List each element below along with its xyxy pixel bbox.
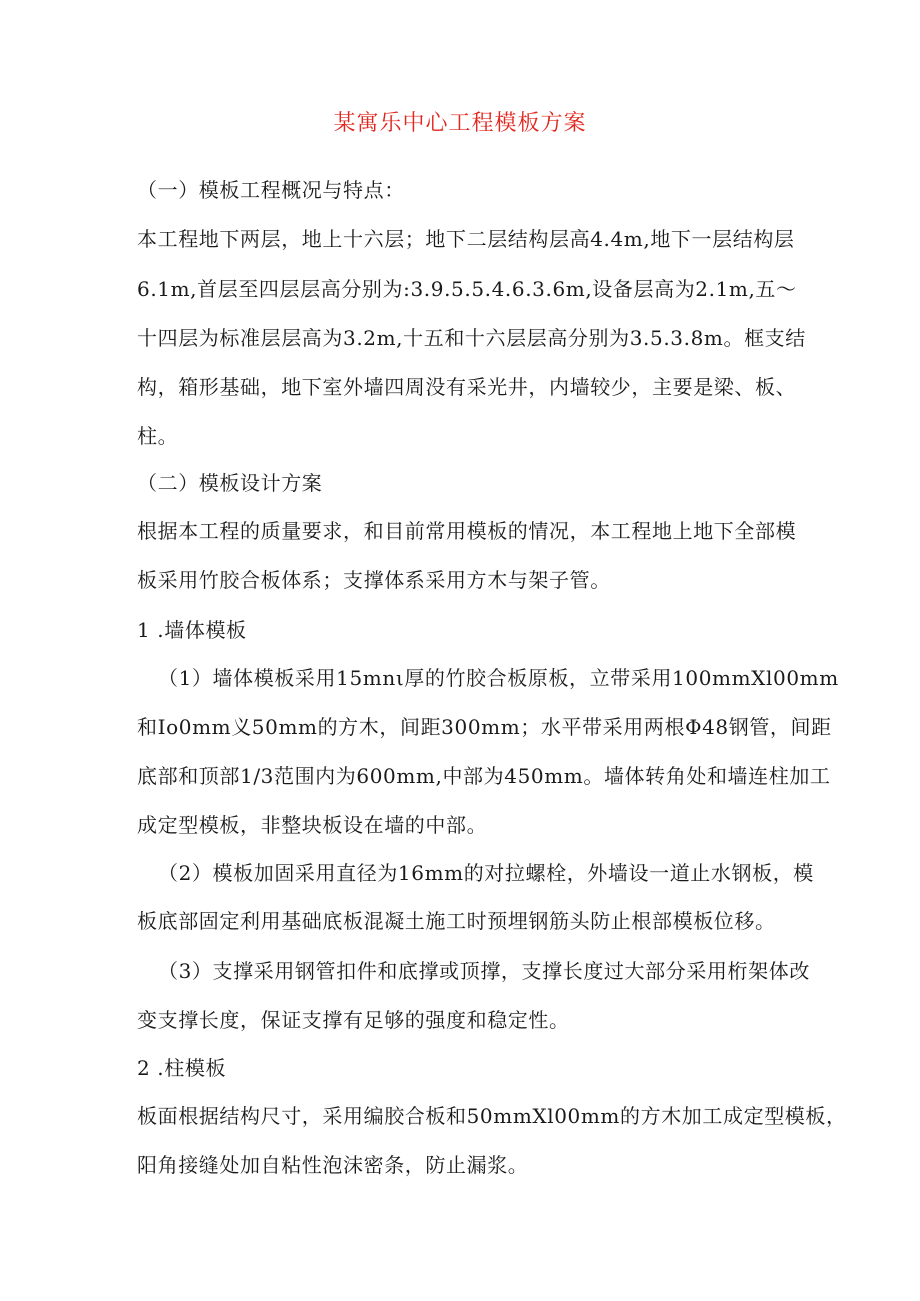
subsection-heading-2: 2 .柱模板 (137, 1056, 227, 1080)
paragraph-line: 成定型模板，非整块板设在墙的中部。 (137, 813, 488, 837)
paragraph-line: 底部和顶部1/3范围内为600mm,中部为450mm。墙体转角处和墙连柱加工 (137, 764, 831, 788)
paragraph-line: 板底部固定利用基础底板混凝土施工时预埋钢筋头防止根部模板位移。 (137, 909, 776, 933)
paragraph-line: （2）模板加固采用直径为16mm的对拉螺栓，外墙设一道止水钢板，模 (158, 861, 814, 885)
paragraph-line: 根据本工程的质量要求，和目前常用模板的情况，本工程地上地下全部模 (137, 519, 797, 543)
paragraph-line: （3）支撑采用钢管扣件和底撑或顶撑，支撑长度过大部分采用桁架体改 (158, 959, 810, 983)
paragraph-line: 板采用竹胶合板体系；支撑体系采用方木与架子管。 (137, 568, 611, 592)
section-heading-1: （一）模板工程概况与特点： (137, 178, 405, 202)
paragraph-line: 6.1m,首层至四层层高分别为:3.9.5.5.4.6.3.6m,设备层高为2.1m,五～ (137, 277, 797, 301)
paragraph-line: 构，箱形基础，地下室外墙四周没有采光井，内墙较少，主要是梁、板、 (137, 375, 797, 399)
subsection-heading-1: 1 .墙体模板 (137, 618, 247, 642)
paragraph-line: 十四层为标准层层高为3.2m,十五和十六层层高分别为3.5.3.8m。框支结 (137, 326, 806, 350)
paragraph-line: 阳角接缝处加自粘性泡沫密条，防止漏浆。 (137, 1153, 529, 1177)
paragraph-line: 和Io0mm义50mm的方木，间距300mm；水平带采用两根Φ48钢管，间距 (137, 715, 832, 739)
paragraph-line: 变支撑长度，保证支撑有足够的强度和稳定性。 (137, 1008, 570, 1032)
paragraph-line: 本工程地下两层，地上十六层；地下二层结构层高4.4m,地下一层结构层 (137, 227, 795, 251)
paragraph-line: 柱。 (137, 424, 179, 448)
paragraph-line: 板面根据结构尺寸，采用编胶合板和50mmXl00mm的方木加工成定型模板， (137, 1104, 847, 1128)
section-heading-2: （二）模板设计方案 (137, 471, 323, 495)
document-title: 某寓乐中心工程模板方案 (333, 111, 587, 136)
paragraph-line: （1）墙体模板采用15mnι厚的竹胶合板原板，立带采用100mmXl00mm (158, 666, 839, 690)
